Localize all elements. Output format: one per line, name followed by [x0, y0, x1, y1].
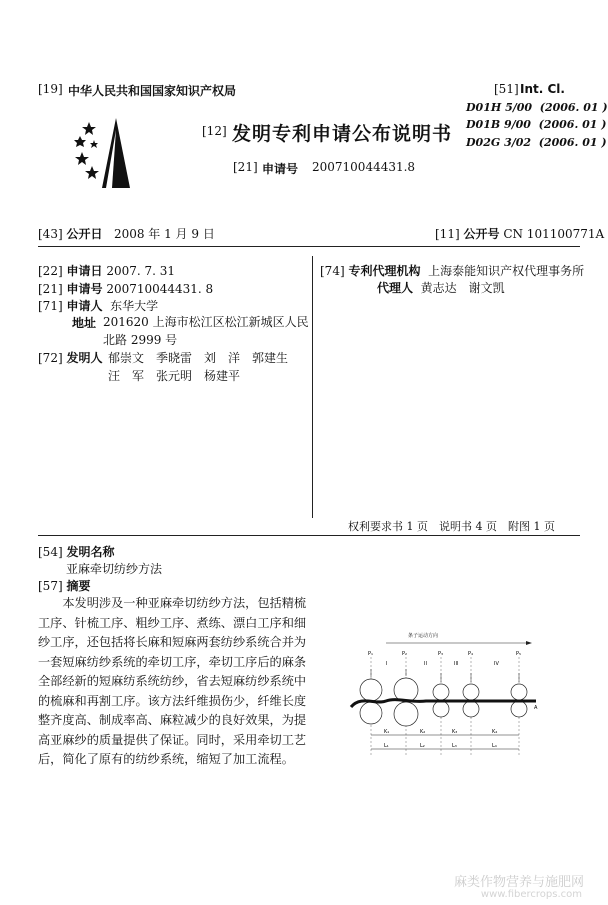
- cnipa-emblem-icon: [72, 118, 138, 188]
- roller-top: [511, 684, 527, 700]
- divider-bottom: [38, 535, 580, 536]
- abstract-line: 本发明涉及一种亚麻牵切纺纱方法，包括精梳: [38, 596, 307, 610]
- roller-label: P₂: [402, 651, 408, 657]
- abstract-line: 整齐度高、制成率高、麻粒减少的良好效果，为提: [38, 713, 307, 727]
- applicant-row: [71] 申请人 东华大学: [38, 299, 159, 313]
- address-line2: 北路 2999 号: [103, 333, 178, 347]
- roller-bottom: [433, 701, 449, 717]
- abstract-label-row: [57] 摘要: [38, 579, 91, 593]
- roller-bottom: [463, 701, 479, 717]
- direction-arrowhead: [526, 641, 532, 645]
- dim-label: L₂: [420, 743, 425, 749]
- roller-label: P₄: [468, 651, 474, 657]
- appno-value: 200710044431.8: [312, 160, 416, 174]
- abstract-line: 工序、针梳工序、粗纱工序、煮练、漂白工序和细: [38, 615, 307, 630]
- zone-label: II: [424, 661, 427, 667]
- dim-label: L₃: [452, 743, 457, 749]
- inventors-label-row: [72] 发明人: [38, 351, 103, 365]
- intcl-class-1: D01H 5/00 (2006. 01 ): [466, 101, 608, 114]
- agency-row: [74] 专利代理机构 上海泰能知识产权代理事务所: [320, 264, 585, 278]
- pubdate-row: [43] 公开日 2008 年 1 月 9 日: [38, 227, 215, 241]
- roller-bottom: [360, 702, 382, 724]
- intcl-class-3: D02G 3/02 (2006. 01 ): [466, 136, 607, 149]
- watermark-url: www.fibercrops.com: [480, 889, 582, 900]
- title-label-row: [54] 发明名称: [38, 545, 115, 559]
- roller-bottom: [394, 702, 418, 726]
- filing-date-row: [22] 申请日 2007. 7. 31: [38, 264, 176, 278]
- abstract-line: 纱工序，还包括将长麻和短麻两套纺纱系统合并为: [38, 635, 307, 649]
- column-divider: [312, 256, 313, 518]
- roller-label: P₁: [368, 651, 374, 657]
- app-no-row: [21] 申请号 200710044431. 8: [38, 282, 214, 296]
- dim-label: L₁: [384, 743, 389, 749]
- intcl-class-2: D01B 9/00 (2006. 01 ): [466, 118, 607, 131]
- appno-code: [21]: [233, 160, 258, 174]
- inventors-line1: 郁崇文 季晓雷 刘 洋 郭建生: [108, 351, 289, 365]
- roller-bottom: [511, 701, 527, 717]
- abstract-text: [38, 594, 340, 770]
- office-name: 中华人民共和国国家知识产权局: [68, 84, 237, 98]
- direction-label: 条子运动方向: [408, 633, 439, 639]
- roller-label: P₃: [438, 651, 444, 657]
- appno-label: 申请号: [262, 162, 299, 176]
- dim-label: K₃: [452, 729, 458, 735]
- watermark-title: 麻类作物营养与施肥网: [453, 875, 584, 890]
- dim-label: K₁: [384, 729, 390, 735]
- dim-label: K₂: [420, 729, 426, 735]
- agent-row: 代理人 黄志达 谢文凯: [377, 281, 505, 295]
- doc-type-title: 发明专利申请公布说明书: [232, 123, 453, 145]
- zone-label: IV: [494, 661, 499, 667]
- office-code: [19]: [38, 82, 63, 96]
- abstract-line: 全部经新的短麻纺系统纺纱，省去短麻纺纱系统中: [38, 674, 307, 688]
- pubno-row: [11] 公开号 CN 101100771A: [435, 227, 605, 241]
- abstract-line: 一套短麻纺纱系统的牵切工序，牵切工序后的麻条: [38, 654, 307, 669]
- abstract-line: 的梳麻和再割工序。该方法纤维损伤少，纤维长度: [38, 693, 307, 708]
- drafting-diagram: [346, 625, 546, 765]
- roller-top: [463, 684, 479, 700]
- doc-code: [12]: [202, 124, 227, 138]
- divider-top: [38, 246, 580, 247]
- intcl-label: Int. Cl.: [520, 82, 565, 96]
- roller-top: [433, 684, 449, 700]
- inventors-line2: 汪 军 张元明 杨建平: [108, 369, 241, 383]
- address-label: 地址: [72, 316, 97, 330]
- abstract-line: 高亚麻纱的质量提供了保证。同时，采用牵切工艺: [38, 732, 307, 747]
- dim-label: K₄: [492, 729, 498, 735]
- roller-top: [360, 679, 382, 701]
- page-count: 权利要求书 1 页 说明书 4 页 附图 1 页: [348, 520, 555, 533]
- sliver-label: A: [534, 705, 538, 711]
- invention-title: 亚麻牵切纺纱方法: [66, 562, 163, 576]
- zone-label: I: [386, 661, 388, 667]
- abstract-line: 后，简化了原有的纺纱系统，缩短了加工流程。: [38, 752, 294, 766]
- dim-label: L₄: [492, 743, 497, 749]
- address-line1: 201620 上海市松江区松江新城区人民: [103, 315, 309, 329]
- intcl-code: [51]: [494, 82, 519, 96]
- zone-label: III: [454, 661, 459, 667]
- roller-label: P₅: [516, 651, 522, 657]
